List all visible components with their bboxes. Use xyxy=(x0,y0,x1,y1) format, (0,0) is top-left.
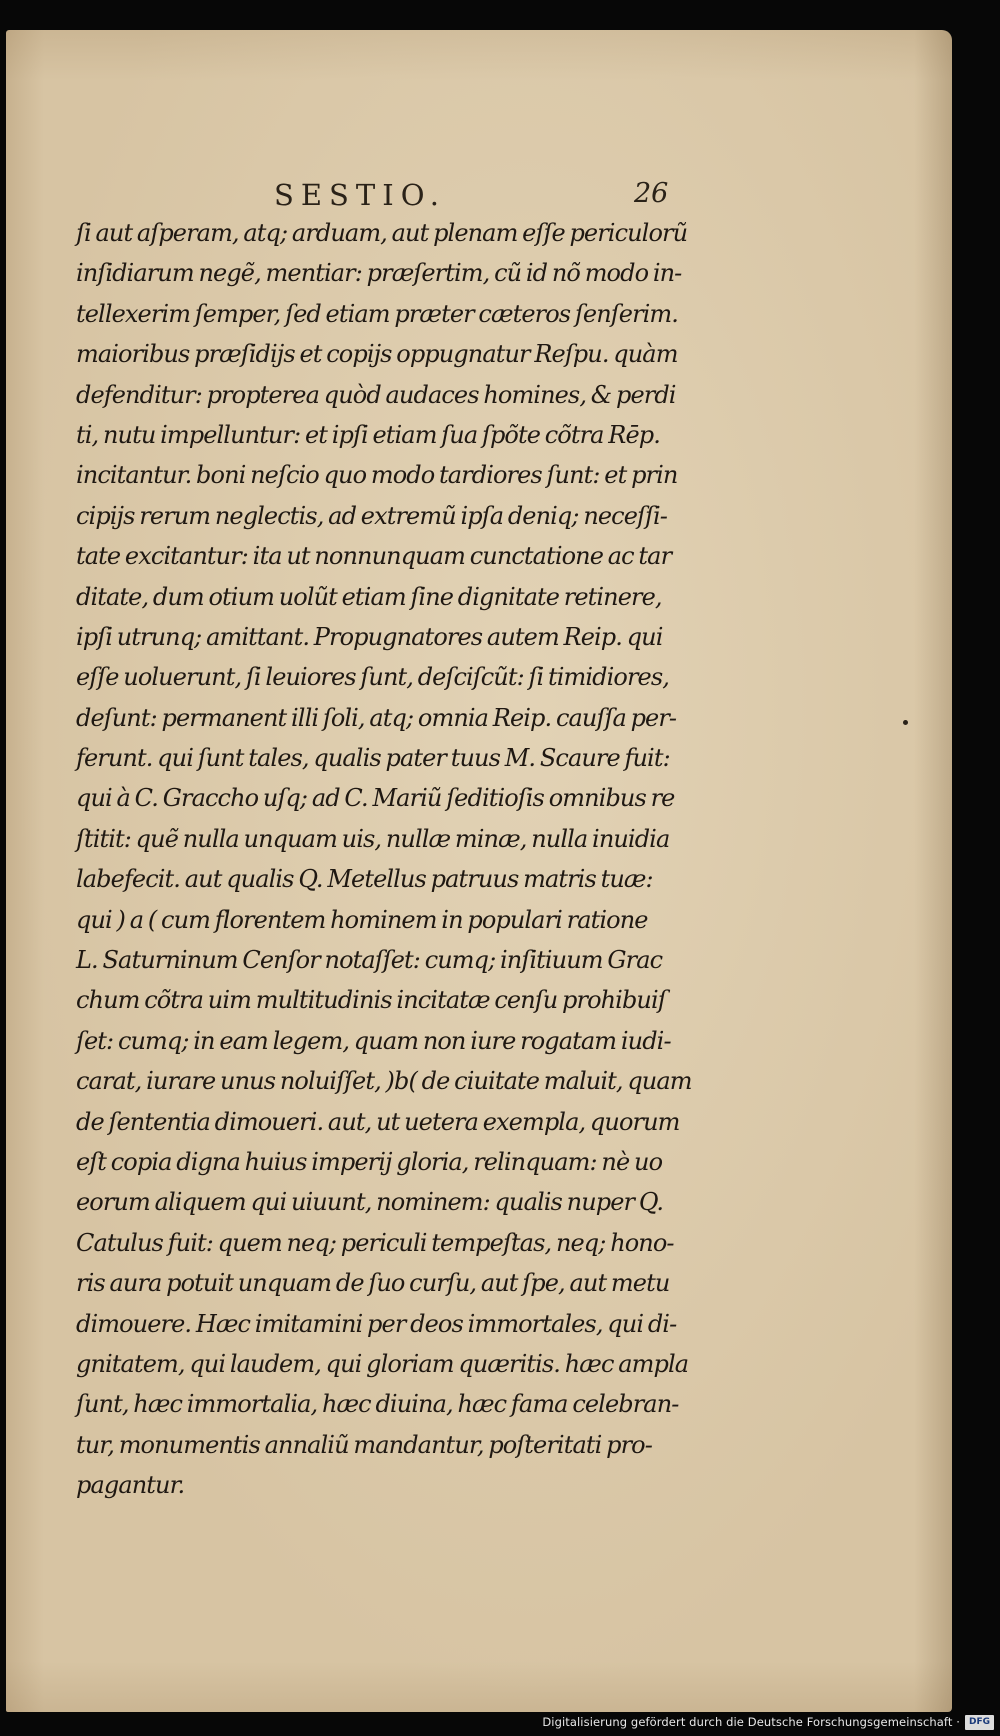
text-line: pagantur. xyxy=(76,1471,185,1500)
text-line: ti, nutu impelluntur: et ipſi etiam ſua ſpõte cõtra Rēp. xyxy=(76,420,660,449)
text-line: ſet: cumq; in eam legem, quam non iure rogatam iudi- xyxy=(76,1026,671,1055)
text-line: tur, monumentis annaliũ mandantur, poſteritati pro- xyxy=(76,1430,652,1459)
text-line: cipijs rerum neglectis, ad extremũ ipſa deniq; neceſſi- xyxy=(76,501,667,530)
page-number: 26 xyxy=(634,178,669,209)
page-header xyxy=(6,178,952,218)
dfg-logo: DFG xyxy=(965,1715,994,1730)
text-line: ris aura potuit unquam de ſuo curſu, aut ſpe, aut metu xyxy=(76,1269,670,1298)
text-line: ſunt, hæc immortalia, hæc diuina, hæc fama celebran- xyxy=(76,1390,679,1419)
text-line: defenditur: propterea quòd audaces homines, & perdi xyxy=(76,380,676,409)
text-line: ſi aut aſperam, atq; arduam, aut plenam eſſe periculorũ xyxy=(76,219,688,247)
ink-speck xyxy=(903,720,908,725)
funding-credit: Digitalisierung gefördert durch die Deutsche Forschungsgemeinschaft · xyxy=(542,1715,960,1729)
text-line: dimouere. Hæc imitamini per deos immortales, qui di- xyxy=(76,1309,677,1338)
text-line: inſidiarum negẽ, mentiar: præſertim, cũ id nõ modo in- xyxy=(76,259,682,288)
text-line: carat, iurare unus noluiſſet, )b( de ciuitate maluit, quam xyxy=(76,1067,692,1096)
text-line: chum cõtra uim multitudinis incitatæ cenſu prohibuiſ xyxy=(76,986,666,1015)
running-head: SESTIO. xyxy=(274,178,446,212)
text-line: maioribus præſidijs et copijs oppugnatur Reſpu. quàm xyxy=(76,340,678,369)
text-line: de ſententia dimoueri. aut, ut uetera exempla, quorum xyxy=(76,1107,680,1136)
text-line: L. Saturninum Cenſor notaſſet: cumq; inſitiuum Grac xyxy=(76,946,663,975)
text-line: Catulus fuit: quem neq; periculi tempeſtas, neq; hono- xyxy=(76,1228,674,1257)
text-line: eſt copia digna huius imperij gloria, relinquam: nè uo xyxy=(76,1147,663,1176)
digitization-footer xyxy=(0,1706,1000,1736)
text-line: qui ) a ( cum florentem hominem in populari ratione xyxy=(76,905,648,934)
text-line: labefecit. aut qualis Q. Metellus patruus matris tuæ: xyxy=(76,865,653,894)
text-line: gnitatem, qui laudem, qui gloriam quæritis. hæc ampla xyxy=(76,1349,689,1378)
text-line: tellexerim ſemper, ſed etiam præter cæteros ſenſerim. xyxy=(76,299,678,328)
book-page xyxy=(6,30,952,1712)
text-line: ſtitit: quẽ nulla unquam uis, nullæ minæ, nulla inuidia xyxy=(76,824,670,853)
text-line: eorum aliquem qui uiuunt, nominem: qualis nuper Q. xyxy=(76,1188,664,1217)
text-line: qui à C. Graccho uſq; ad C. Mariũ ſeditioſis omnibus re xyxy=(76,784,675,813)
text-line: deſunt: permanent illi ſoli, atq; omnia Reip. cauſſa per- xyxy=(76,703,677,732)
text-line: incitantur. boni neſcio quo modo tardiores ſunt: et prin xyxy=(76,461,678,490)
text-line: tate excitantur: ita ut nonnunquam cunctatione ac tar xyxy=(76,542,672,571)
text-line: ferunt. qui ſunt tales, qualis pater tuus M. Scaure fuit: xyxy=(76,744,670,773)
text-line: ipſi utrunq; amittant. Propugnatores autem Reip. qui xyxy=(76,622,663,651)
text-line: eſſe uoluerunt, ſi leuiores ſunt, deſciſcũt: ſi timidiores, xyxy=(76,663,669,692)
text-line: ditate, dum otium uolũt etiam ſine dignitate retinere, xyxy=(76,582,662,611)
body-text xyxy=(76,213,716,1506)
